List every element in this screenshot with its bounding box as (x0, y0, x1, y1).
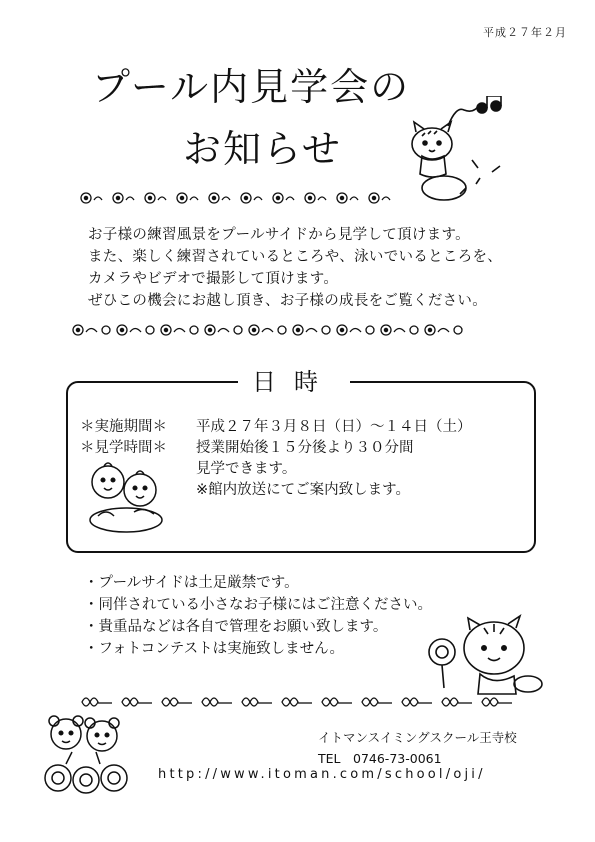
note-item: ・フォトコンテストは実施致しません。 (84, 641, 344, 657)
period-label: ＊実施期間＊ (80, 419, 167, 435)
bears-flowers-illustration (38, 712, 144, 800)
time-value-2: 見学できます。 (196, 461, 297, 477)
duck-pair-illustration (84, 458, 170, 538)
intro-line: カメラやビデオで撮影して頂けます。 (88, 271, 339, 287)
notes-list (84, 572, 432, 660)
school-url[interactable]: http://www.itoman.com/school/oji/ (158, 767, 486, 782)
note-item: ・プールサイドは土足厳禁です。 (84, 575, 299, 591)
flower-border-middle (70, 320, 500, 340)
page-title-line2: お知らせ (183, 127, 342, 171)
announce-note: ※館内放送にてご案内致します。 (196, 482, 410, 498)
flower-border-bottom (78, 692, 518, 712)
page-title-line1: プール内見学会の (92, 65, 411, 109)
intro-line: また、楽しく練習されているところや、泳いでいるところを、 (88, 249, 503, 265)
note-item: ・同伴されている小さなお子様にはご注意ください。 (84, 597, 432, 613)
school-info (318, 727, 517, 769)
intro-line: お子様の練習風景をプールサイドから見学して頂けます。 (88, 227, 470, 243)
cat-singer-illustration (404, 96, 514, 208)
time-value: 授業開始後１５分後より３０分間 (196, 440, 414, 456)
tiger-flower-illustration (424, 608, 544, 700)
issue-date: 平成２７年２月 (483, 26, 567, 39)
time-label: ＊見学時間＊ (80, 440, 167, 456)
school-tel: TEL 0746-73-0061 (318, 751, 442, 766)
note-item: ・貴重品などは各自で管理をお願い致します。 (84, 619, 388, 635)
school-name: イトマンスイミングスクール王寺校 (318, 730, 517, 745)
schedule-heading: 日時 (238, 362, 350, 397)
intro-text (88, 224, 558, 312)
flower-border-top (78, 188, 398, 208)
intro-line: ぜひこの機会にお越し頂き、お子様の成長をご覧ください。 (88, 293, 488, 309)
period-value: 平成２７年３月８日（日）～１４日（土） (196, 419, 472, 435)
